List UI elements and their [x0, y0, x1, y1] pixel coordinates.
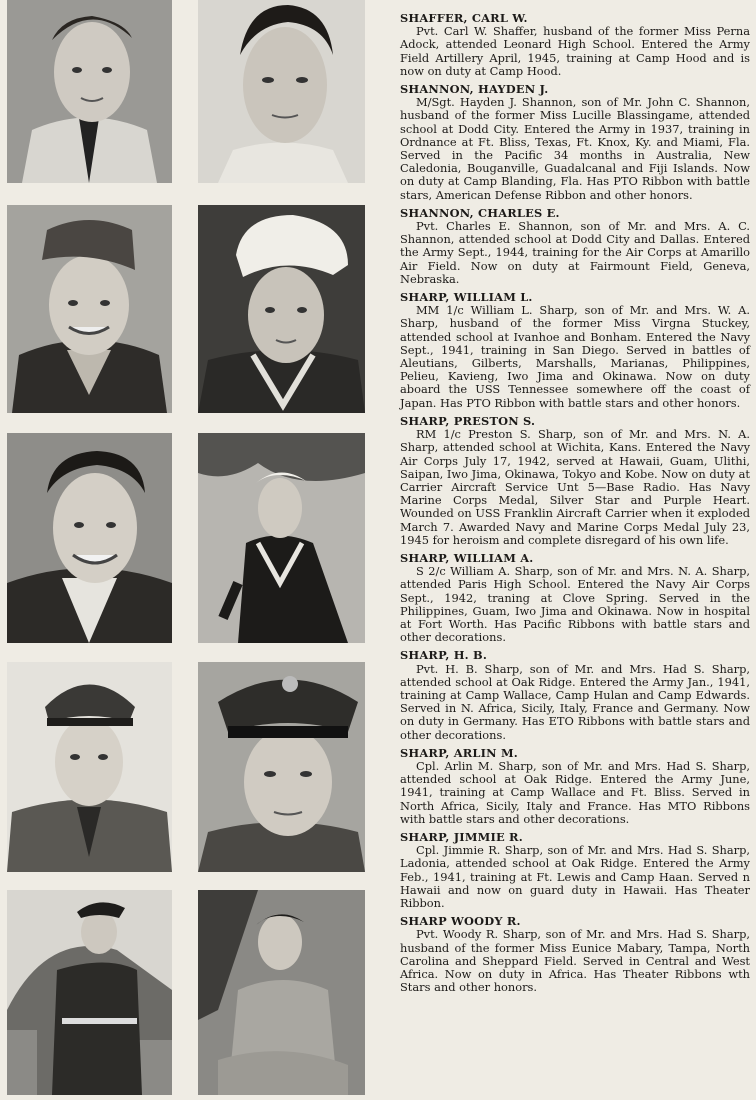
- portrait-sharp-woody: [198, 890, 365, 1095]
- portrait-drawing: [198, 890, 365, 1095]
- entry-sharp-william-a: [400, 552, 750, 644]
- entry-name: SHARP, JIMMIE R.: [400, 829, 523, 844]
- portrait-sharp-william-l: [198, 205, 365, 413]
- portrait-drawing: [7, 890, 172, 1095]
- entry-shannon-hayden: [400, 83, 750, 202]
- portrait-drawing: [198, 662, 365, 872]
- entry-sharp-woody: [400, 915, 750, 994]
- entry-name: SHAFFER, CARL W.: [400, 11, 528, 25]
- portrait-sharp-jimmie: [7, 890, 172, 1095]
- portrait-sharp-arlin: [198, 662, 365, 872]
- entry-bio: Pvt. H. B. Sharp, son of Mr. and Mrs. Had S. Sharp, attended school at Oak Ridge. Entered the Army Jan., 1941, training at Camp Wallace, Camp Hulan and Camp Edwards. Served in N. Africa, Sicily, Italy, France and Germany. Now on duty in Germany. Has ETO Ribbons with battle stars and other decorations.: [400, 661, 750, 742]
- portrait-shannon-charles: [7, 205, 172, 413]
- portrait-sharp-preston: [7, 433, 172, 643]
- entry-bio: RM 1/c Preston S. Sharp, son of Mr. and Mrs. N. A. Sharp, attended school at Wichita, Kans. Entered the Navy Air Corps July 17, 1942, served at Hawaii, Guam, Ulithi, Saipan, Iwo Jima, Okinawa, Tokyo and Kobe. Now on duty at Carrier Aircraft Service Unt 5—Base Radio. Has Navy Marine Corps Medal, Silver Star and Purple Heart. Wounded on USS Franklin Aircraft Carrier when it exploded March 7. Awarded Navy and Marine Corps Medal July 23, 1945 for heroism and complete disregard of his own life.: [400, 427, 750, 547]
- entry-name: SHARP, ARLIN M.: [400, 745, 518, 760]
- portrait-drawing: [7, 0, 172, 183]
- entry-sharp-william-l: [400, 291, 750, 410]
- entry-bio: Cpl. Arlin M. Sharp, son of Mr. and Mrs. Had S. Sharp, attended school at Oak Ridge. Entered the Army June, 1941, training at Camp Wallace and Ft. Bliss. Served in North Africa, Sicily, Italy and France. Has MTO Ribbons with battle stars and other decorations.: [400, 758, 750, 826]
- entry-name: SHARP WOODY R.: [400, 914, 521, 929]
- entry-name: SHARP, H. B.: [400, 648, 488, 663]
- portrait-drawing: [198, 0, 365, 183]
- entry-bio: Cpl. Jimmie R. Sharp, son of Mr. and Mrs. Had S. Sharp, Ladonia, attended school at Oak Ridge. Entered the Army Feb., 1941, training at Ft. Lewis and Camp Haan. Served n Hawaii and now on guard duty in Hawaii. Has Theater Ribbon.: [400, 843, 750, 910]
- portrait-shaffer-carl: [7, 0, 172, 183]
- entry-sharp-jimmie: [400, 831, 750, 910]
- portrait-sharp-hb: [7, 662, 172, 872]
- entry-sharp-arlin: [400, 747, 750, 826]
- entry-bio: M/Sgt. Hayden J. Shannon, son of Mr. John C. Shannon, husband of the former Miss Lucille Blassingame, attended school at Dodd City. Entered the Army in 1937, training in Ordnance at Ft. Bliss, Texas, Ft. Knox, Ky. and Miami, Fla. Served in the Pacific 34 months in Australia, New Caledonia, Bouganville, Guadalcanal and Fiji Islands. Now on duty at Camp Blanding, Fla. Has PTO Ribbon with battle stars, American Defense Ribbon and other honors.: [400, 95, 750, 202]
- portrait-sharp-william-a: [198, 433, 365, 643]
- entry-shannon-charles: [400, 207, 750, 286]
- entry-bio: Pvt. Charles E. Shannon, son of Mr. and Mrs. A. C. Shannon, attended school at Dodd City and Dallas. Entered the Army Sept., 1944, training for the Air Corps at Amarillo Air Field. Now on duty at Fairmount Field, Geneva, Nebraska.: [400, 219, 750, 286]
- entry-name: SHARP, WILLIAM L.: [400, 290, 533, 305]
- portrait-drawing: [7, 433, 172, 643]
- entry-name: SHARP, PRESTON S.: [400, 413, 536, 428]
- entry-bio: Pvt. Carl W. Shaffer, husband of the former Miss Perna Adock, attended Leonard High School. Entered the Army Field Artillery April, 1945, training at Camp Hood and is now on duty at Camp Hood.: [400, 24, 750, 78]
- entry-name: SHARP, WILLIAM A.: [400, 550, 534, 565]
- portrait-shannon-hayden: [198, 0, 365, 183]
- entry-bio: S 2/c William A. Sharp, son of Mr. and Mrs. N. A. Sharp, attended Paris High School. Entered the Navy Air Corps Sept., 1942, traning at Clove Spring. Served in the Philippines, Guam, Iwo Jima and Okinawa. Now in hospital at Fort Worth. Has Pacific Ribbons with battle stars and other decorations.: [400, 564, 750, 645]
- biography-column: [400, 12, 750, 999]
- portrait-drawing: [7, 662, 172, 872]
- entry-shaffer-carl: [400, 12, 750, 78]
- portrait-drawing: [198, 433, 365, 643]
- entry-sharp-hb: [400, 649, 750, 741]
- portrait-drawing: [198, 205, 365, 413]
- entry-name: SHANNON, CHARLES E.: [400, 205, 560, 220]
- entry-bio: MM 1/c William L. Sharp, son of Mr. and Mrs. W. A. Sharp, husband of the former Miss Virgna Stuckey, attended school at Ivanhoe and Bonham. Entered the Navy Sept., 1941, training in San Diego. Served in battles of Aleutians, Gilberts, Marshalls, Marianas, Philippines, Pelieu, Kavieng, Iwo Jima and Okinawa. Now on duty aboard the USS Tennessee somewhere off the coast of Japan. Has PTO Ribbon with battle stars and other honors.: [400, 303, 750, 410]
- entry-sharp-preston: [400, 415, 750, 547]
- portrait-drawing: [7, 205, 172, 413]
- entry-name: SHANNON, HAYDEN J.: [400, 82, 549, 97]
- entry-bio: Pvt. Woody R. Sharp, son of Mr. and Mrs. Had S. Sharp, husband of the former Miss Eunice Mabary, Tampa, North Carolina and Sheppard Field. Served in Central and West Africa. Now on duty in Africa. Has Theater Ribbons wth Stars and other honors.: [400, 927, 750, 995]
